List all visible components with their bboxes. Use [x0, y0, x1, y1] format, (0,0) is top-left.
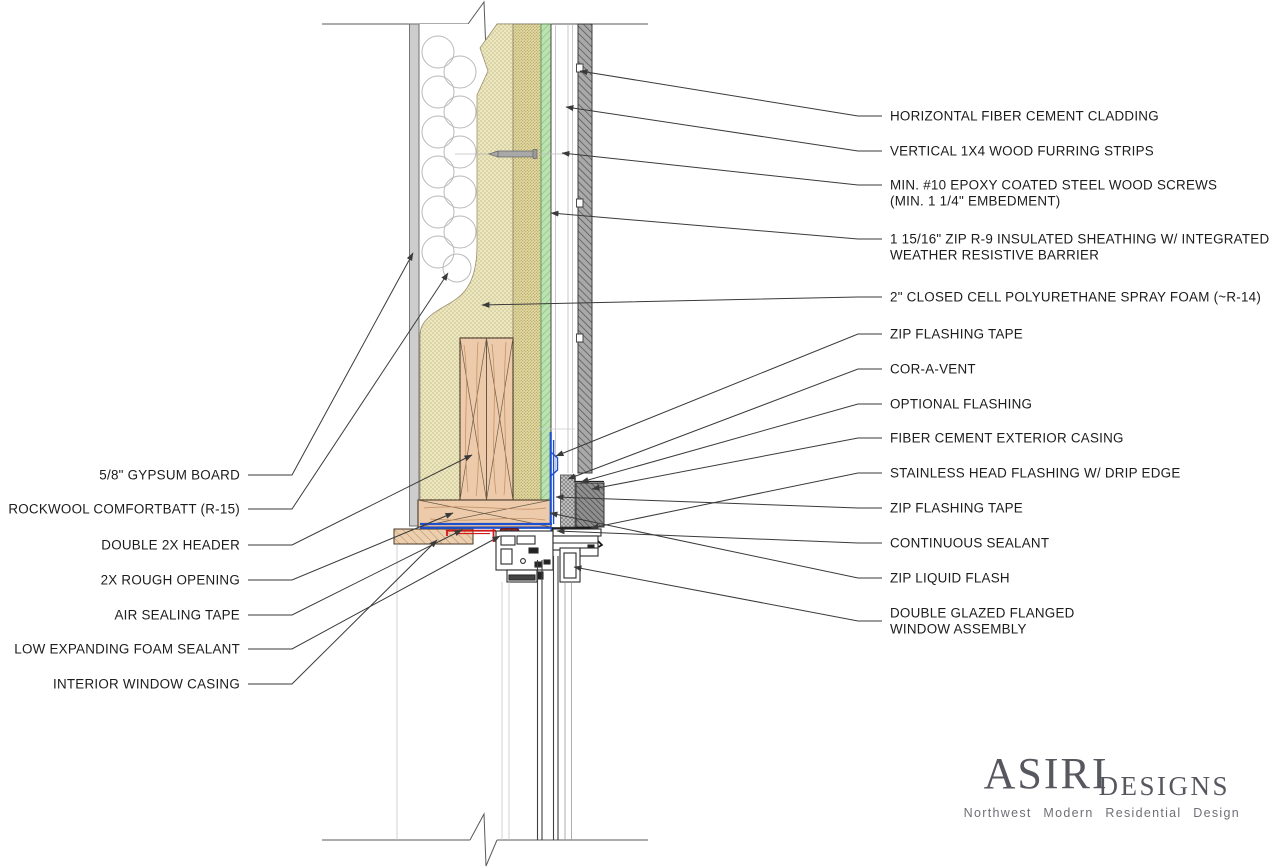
callout-label: DOUBLE GLAZED FLANGED [890, 605, 1075, 621]
callout-label: CONTINUOUS SEALANT [890, 535, 1050, 551]
callout-label: STAINLESS HEAD FLASHING W/ DRIP EDGE [890, 465, 1181, 481]
logo-tagline: Northwest Modern Residential Design [963, 806, 1240, 820]
cladding-lap-joint [577, 199, 584, 207]
zip-osb-sheathing [541, 24, 551, 500]
callout-label: ZIP LIQUID FLASH [890, 570, 1010, 586]
callout-label: HORIZONTAL FIBER CEMENT CLADDING [890, 108, 1159, 124]
leader-line [556, 497, 882, 508]
leader-line [248, 536, 500, 649]
logo-name: ASIRI [983, 749, 1109, 798]
double-glazing [397, 545, 572, 840]
asiri-designs-logo [963, 749, 1240, 820]
leader-line [580, 71, 882, 116]
projection-lines [397, 545, 509, 840]
callout-label: 1 15/16" ZIP R-9 INSULATED SHEATHING W/ INTEGRATED [890, 231, 1270, 247]
callout-label: OPTIONAL FLASHING [890, 396, 1033, 412]
callout-label: 2" CLOSED CELL POLYURETHANE SPRAY FOAM (~R-14) [890, 289, 1262, 305]
callout-label: ZIP FLASHING TAPE [890, 326, 1023, 342]
window-frame-assembly [496, 529, 601, 582]
logo-suffix: DESIGNS [1098, 771, 1230, 801]
fiber-cement-exterior-casing [576, 483, 604, 527]
gypsum-board [410, 24, 420, 526]
callout-label: VERTICAL 1X4 WOOD FURRING STRIPS [890, 143, 1154, 159]
callout-label: LOW EXPANDING FOAM SEALANT [14, 641, 240, 657]
double-2x-header [460, 338, 513, 500]
callout-label: ROCKWOOL COMFORTBATT (R-15) [8, 501, 240, 517]
leader-line [581, 404, 882, 482]
callout-label: AIR SEALING TAPE [114, 607, 240, 623]
callout-label: WINDOW ASSEMBLY [890, 621, 1027, 637]
callout-label: ZIP FLASHING TAPE [890, 500, 1023, 516]
leader-line [556, 334, 882, 456]
leader-line [574, 567, 882, 621]
callout-label: INTERIOR WINDOW CASING [52, 676, 240, 692]
leader-line [562, 153, 882, 185]
cladding-lap-joint [577, 64, 584, 72]
callout-label: WEATHER RESISTIVE BARRIER [890, 247, 1100, 263]
break-line-bottom [322, 814, 648, 866]
zip-polyiso-layer [513, 24, 541, 500]
leader-line [566, 107, 882, 151]
leader-line [551, 213, 882, 239]
fiber-cement-cladding [577, 24, 593, 473]
callout-label: (MIN. 1 1/4" EMBEDMENT) [890, 193, 1061, 209]
callout-label: DOUBLE 2X HEADER [101, 537, 240, 553]
cladding-lap-joint [577, 334, 584, 342]
callout-label: 2X ROUGH OPENING [100, 572, 240, 588]
callout-label: 5/8" GYPSUM BOARD [99, 467, 240, 483]
leader-line [557, 531, 882, 543]
callout-label: MIN. #10 EPOXY COATED STEEL WOOD SCREWS [890, 177, 1218, 193]
callout-label: FIBER CEMENT EXTERIOR CASING [890, 430, 1124, 446]
callout-label: COR-A-VENT [890, 361, 976, 377]
leader-line [568, 369, 882, 479]
leader-line [248, 540, 437, 684]
callout-annotations [8, 71, 1269, 692]
cor-a-vent [561, 475, 576, 527]
leader-line [592, 438, 882, 489]
